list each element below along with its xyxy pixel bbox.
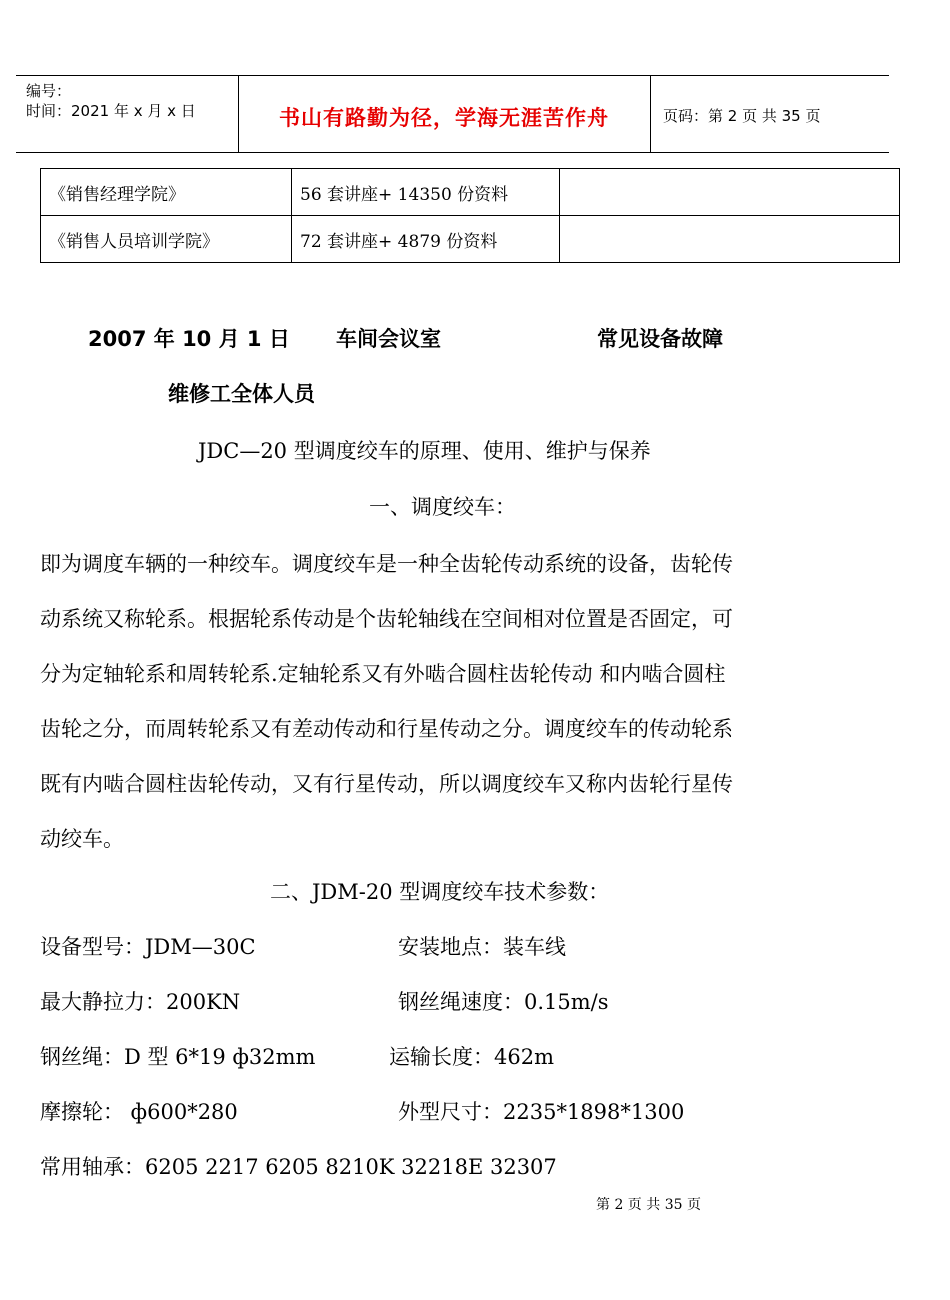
page-header (16, 75, 889, 153)
param-bearings: 常用轴承：6205 2217 6205 8210K 32218E 32307 (40, 1155, 557, 1179)
resource-content-cell: 56 套讲座+ 14350 份资料 (292, 169, 560, 216)
param-rope-speed: 钢丝绳速度：0.15m/s (398, 990, 609, 1014)
document-time-label: 时间：2021 年 x 月 x 日 (26, 102, 196, 120)
resource-content-cell: 72 套讲座+ 4879 份资料 (292, 216, 560, 263)
resource-name-cell: 《销售经理学院》 (41, 169, 292, 216)
meeting-location: 车间会议室 (336, 327, 441, 351)
param-equipment-model: 设备型号：JDM—30C (40, 935, 256, 959)
motto-text: 书山有路勤为径，学海无涯苦作舟 (279, 106, 609, 130)
resource-extra-cell (560, 169, 900, 216)
header-page-cell (651, 76, 889, 152)
header-info-cell (16, 76, 239, 152)
meeting-date: 2007 年 10 月 1 日 (88, 327, 290, 351)
header-motto-cell (238, 76, 651, 152)
param-friction-wheel: 摩擦轮： ф600*280 (40, 1100, 238, 1124)
table-row (41, 216, 900, 263)
param-max-pull: 最大静拉力：200KN (40, 990, 241, 1014)
paragraph-line: 动系统又称轮系。根据轮系传动是个齿轮轴线在空间相对位置是否固定，可 (40, 607, 733, 631)
paragraph-line: 分为定轴轮系和周转轮系.定轴轮系又有外啮合圆柱齿轮传动 和内啮合圆柱 (40, 662, 726, 686)
section-heading-1: 一、调度绞车： (369, 495, 516, 519)
paragraph-line: 齿轮之分，而周转轮系又有差动传动和行星传动之分。调度绞车的传动轮系 (40, 717, 733, 741)
document-number-label: 编号： (26, 82, 72, 100)
page-number-label: 页码：第 2 页 共 35 页 (663, 107, 821, 125)
document-title: JDC—20 型调度绞车的原理、使用、维护与保养 (198, 439, 651, 463)
paragraph-line: 即为调度车辆的一种绞车。调度绞车是一种全齿轮传动系统的设备，齿轮传 (40, 552, 733, 576)
resource-extra-cell (560, 216, 900, 263)
param-install-location: 安装地点：装车线 (398, 935, 566, 959)
param-wire-rope: 钢丝绳：D 型 6*19 ф32mm (40, 1045, 316, 1069)
table-row (41, 169, 900, 216)
resource-table (40, 168, 900, 263)
section-1-paragraph (40, 537, 910, 867)
paragraph-line: 动绞车。 (40, 827, 124, 851)
meeting-attendees: 维修工全体人员 (168, 382, 315, 406)
param-dimensions: 外型尺寸：2235*1898*1300 (398, 1100, 685, 1124)
paragraph-line: 既有内啮合圆柱齿轮传动，又有行星传动，所以调度绞车又称内齿轮行星传 (40, 772, 733, 796)
page-footer: 第 2 页 共 35 页 (596, 1197, 701, 1213)
meeting-topic: 常见设备故障 (597, 327, 723, 351)
param-transport-length: 运输长度：462m (389, 1045, 554, 1069)
section-heading-2: 二、JDM-20 型调度绞车技术参数： (270, 880, 610, 904)
resource-name-cell: 《销售人员培训学院》 (41, 216, 292, 263)
